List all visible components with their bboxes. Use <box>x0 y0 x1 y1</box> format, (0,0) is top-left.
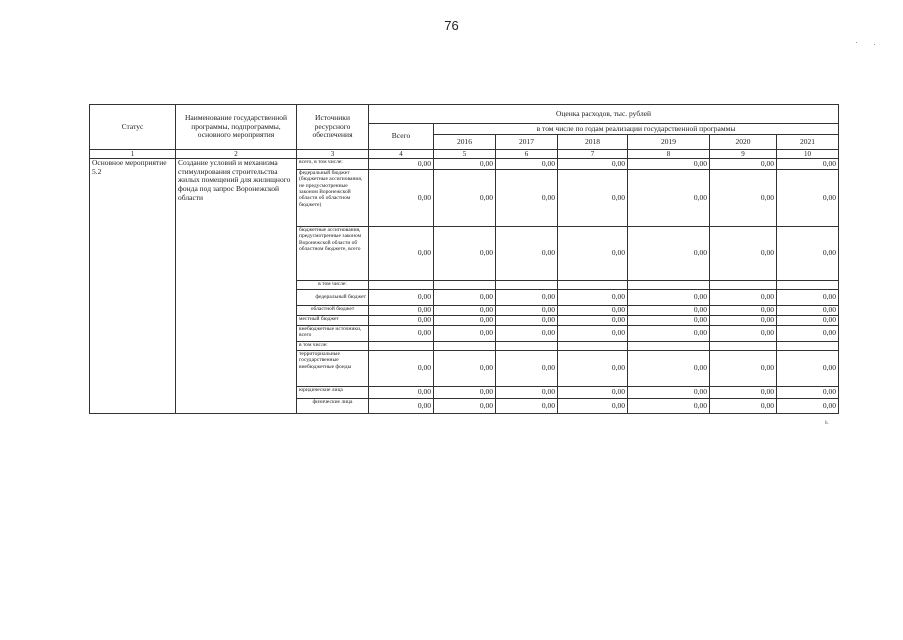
value-cell: 0,00 <box>628 316 710 326</box>
header-name: Наименование государственной программы, подпрограммы, основного мероприятия <box>176 105 297 150</box>
column-number: 5 <box>434 150 496 159</box>
value-cell: 0,00 <box>777 159 839 170</box>
value-cell <box>369 281 434 290</box>
value-cell: 0,00 <box>710 351 777 387</box>
value-cell: 0,00 <box>710 326 777 342</box>
value-cell: 0,00 <box>710 170 777 227</box>
value-cell <box>558 342 628 351</box>
source-cell: федеральный бюджет <box>297 290 369 306</box>
column-number: 9 <box>710 150 777 159</box>
column-number: 7 <box>558 150 628 159</box>
column-number: 3 <box>297 150 369 159</box>
value-cell: 0,00 <box>628 399 710 414</box>
value-cell: 0,00 <box>777 387 839 399</box>
value-cell: 0,00 <box>628 227 710 281</box>
value-cell: 0,00 <box>710 290 777 306</box>
source-cell: территориальные государственные внебюджетные фонды <box>297 351 369 387</box>
value-cell: 0,00 <box>558 306 628 316</box>
value-cell: 0,00 <box>710 306 777 316</box>
value-cell <box>496 281 558 290</box>
header-estimate: Оценка расходов, тыс. рублей <box>369 105 839 124</box>
value-cell: 0,00 <box>628 387 710 399</box>
value-cell: 0,00 <box>628 159 710 170</box>
source-cell: местный бюджет <box>297 316 369 326</box>
source-cell: областной бюджет <box>297 306 369 316</box>
value-cell: 0,00 <box>369 326 434 342</box>
source-cell: в том числе: <box>297 281 369 290</box>
source-cell: внебюджетные источники, всего <box>297 326 369 342</box>
value-cell <box>777 342 839 351</box>
value-cell: 0,00 <box>628 306 710 316</box>
value-cell: 0,00 <box>496 227 558 281</box>
value-cell: 0,00 <box>558 326 628 342</box>
value-cell: 0,00 <box>496 306 558 316</box>
value-cell: 0,00 <box>369 170 434 227</box>
source-cell: в том числе: <box>297 342 369 351</box>
column-number: 2 <box>176 150 297 159</box>
value-cell: 0,00 <box>628 351 710 387</box>
scan-speck <box>874 44 875 45</box>
value-cell: 0,00 <box>496 351 558 387</box>
value-cell: 0,00 <box>628 326 710 342</box>
value-cell: 0,00 <box>777 316 839 326</box>
value-cell: 0,00 <box>558 290 628 306</box>
header-year: 2019 <box>628 135 710 150</box>
value-cell: 0,00 <box>777 351 839 387</box>
header-year: 2021 <box>777 135 839 150</box>
header-year: 2018 <box>558 135 628 150</box>
value-cell: 0,00 <box>369 387 434 399</box>
value-cell: 0,00 <box>496 387 558 399</box>
value-cell: 0,00 <box>496 326 558 342</box>
page-number: 76 <box>444 18 459 33</box>
header-by-years: в том числе по годам реализации государственной программы <box>434 124 839 135</box>
value-cell: 0,00 <box>369 399 434 414</box>
header-year: 2016 <box>434 135 496 150</box>
source-cell: бюджетные ассигнования, предусмотренные законом Воронежской области об областном бюджете, всего <box>297 227 369 281</box>
value-cell: 0,00 <box>434 227 496 281</box>
source-cell: всего, в том числе: <box>297 159 369 170</box>
value-cell: 0,00 <box>558 387 628 399</box>
value-cell: 0,00 <box>434 351 496 387</box>
value-cell: 0,00 <box>777 227 839 281</box>
scan-speck <box>856 42 857 43</box>
value-cell: 0,00 <box>496 399 558 414</box>
column-number: 4 <box>369 150 434 159</box>
value-cell: 0,00 <box>434 290 496 306</box>
value-cell: 0,00 <box>710 316 777 326</box>
value-cell: 0,00 <box>496 170 558 227</box>
value-cell <box>628 342 710 351</box>
value-cell: 0,00 <box>434 326 496 342</box>
value-cell: 0,00 <box>558 227 628 281</box>
value-cell: 0,00 <box>710 159 777 170</box>
column-number: 1 <box>90 150 176 159</box>
value-cell: 0,00 <box>496 316 558 326</box>
value-cell: 0,00 <box>777 326 839 342</box>
value-cell <box>628 281 710 290</box>
value-cell <box>710 281 777 290</box>
source-cell: физические лица <box>297 399 369 414</box>
header-status: Статус <box>90 105 176 150</box>
value-cell: 0,00 <box>558 159 628 170</box>
program-name-cell: Создание условий и механизма стимулирования строительства жилых помещений для жилищного фонда под запрос Воронежской области <box>176 159 297 414</box>
value-cell: 0,00 <box>710 227 777 281</box>
header-year: 2020 <box>710 135 777 150</box>
value-cell: 0,00 <box>434 170 496 227</box>
value-cell: 0,00 <box>628 290 710 306</box>
value-cell <box>434 342 496 351</box>
header-sources: Источники ресурсного обеспечения <box>297 105 369 150</box>
value-cell: 0,00 <box>369 316 434 326</box>
source-cell: юридические лица <box>297 387 369 399</box>
value-cell <box>777 281 839 290</box>
value-cell <box>558 281 628 290</box>
value-cell: 0,00 <box>628 170 710 227</box>
value-cell: 0,00 <box>777 290 839 306</box>
value-cell: 0,00 <box>496 290 558 306</box>
footer-mark: b. <box>825 421 829 426</box>
column-number: 6 <box>496 150 558 159</box>
value-cell: 0,00 <box>434 399 496 414</box>
value-cell: 0,00 <box>496 159 558 170</box>
budget-table <box>89 104 839 414</box>
value-cell: 0,00 <box>558 399 628 414</box>
value-cell: 0,00 <box>434 387 496 399</box>
value-cell: 0,00 <box>369 290 434 306</box>
header-year: 2017 <box>496 135 558 150</box>
value-cell: 0,00 <box>558 316 628 326</box>
source-cell: федеральный бюджет (бюджетные ассигнования, не предусмотренные законом Воронежской области об областном бюджете) <box>297 170 369 227</box>
status-cell: Основное мероприятие 5.2 <box>90 159 176 414</box>
value-cell: 0,00 <box>369 227 434 281</box>
value-cell <box>434 281 496 290</box>
value-cell: 0,00 <box>369 159 434 170</box>
value-cell: 0,00 <box>558 351 628 387</box>
value-cell: 0,00 <box>777 306 839 316</box>
value-cell <box>369 342 434 351</box>
header-total: Всего <box>369 124 434 150</box>
value-cell <box>710 342 777 351</box>
value-cell: 0,00 <box>710 387 777 399</box>
column-number: 8 <box>628 150 710 159</box>
column-number: 10 <box>777 150 839 159</box>
value-cell: 0,00 <box>369 351 434 387</box>
value-cell: 0,00 <box>777 170 839 227</box>
value-cell: 0,00 <box>369 306 434 316</box>
value-cell: 0,00 <box>777 399 839 414</box>
value-cell: 0,00 <box>434 306 496 316</box>
value-cell: 0,00 <box>434 316 496 326</box>
value-cell: 0,00 <box>434 159 496 170</box>
value-cell <box>496 342 558 351</box>
value-cell: 0,00 <box>558 170 628 227</box>
value-cell: 0,00 <box>710 399 777 414</box>
